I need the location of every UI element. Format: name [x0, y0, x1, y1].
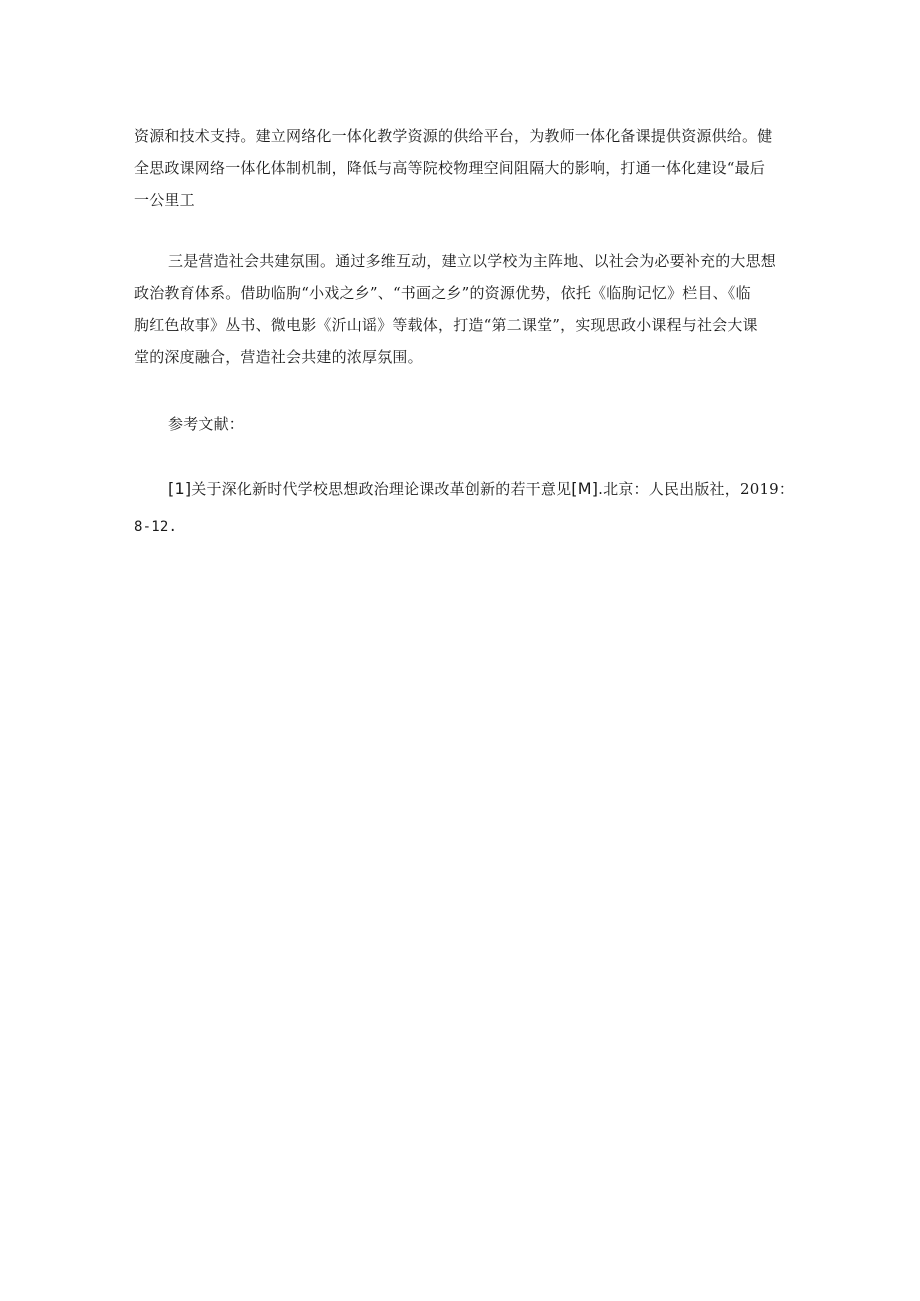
- text-line: 全思政课网络一体化体制机制，降低与高等院校物理空间阻隔大的影响，打通一体化建设“最后: [134, 159, 766, 177]
- text-line: 政治教育体系。借助临朐“小戏之乡”、“书画之乡”的资源优势，依托《临朐记忆》栏目、《临: [134, 284, 751, 302]
- paragraph-resource-support: [134, 120, 788, 216]
- references-heading: 参考文献：: [168, 415, 245, 433]
- paragraph-text: [134, 245, 788, 373]
- references-heading-block: [134, 408, 788, 440]
- reference-pages: 8-12.: [134, 519, 178, 535]
- reference-publisher: .北京：人民出版社，: [598, 480, 740, 498]
- text-line: 三是营造社会共建氛围。通过多维互动，建立以学校为主阵地、以社会为必要补充的大思想: [168, 252, 777, 270]
- text-line: 朐红色故事》丛书、微电影《沂山谣》等载体，打造“第二课堂”，实现思政小课程与社会大课: [134, 316, 758, 334]
- text-line: 资源和技术支持。建立网络化一体化教学资源的供给平台，为教师一体化备课提供资源供给。健: [134, 127, 773, 145]
- paragraph-text: [134, 120, 788, 216]
- reference-text: [134, 470, 795, 546]
- paragraph-social-coconstruction: [134, 245, 788, 373]
- reference-title: 关于深化新时代学校思想政治理论课改革创新的若干意见: [191, 480, 572, 498]
- text-line: 一公里工: [134, 191, 195, 209]
- reference-type-tag: [M]: [571, 479, 599, 498]
- reference-number: [1]: [168, 479, 192, 498]
- reference-line: [134, 470, 795, 508]
- text-line: 堂的深度融合，营造社会共建的浓厚氛围。: [134, 348, 423, 366]
- reference-year: 2019：: [739, 480, 795, 498]
- reference-entry: [134, 470, 795, 546]
